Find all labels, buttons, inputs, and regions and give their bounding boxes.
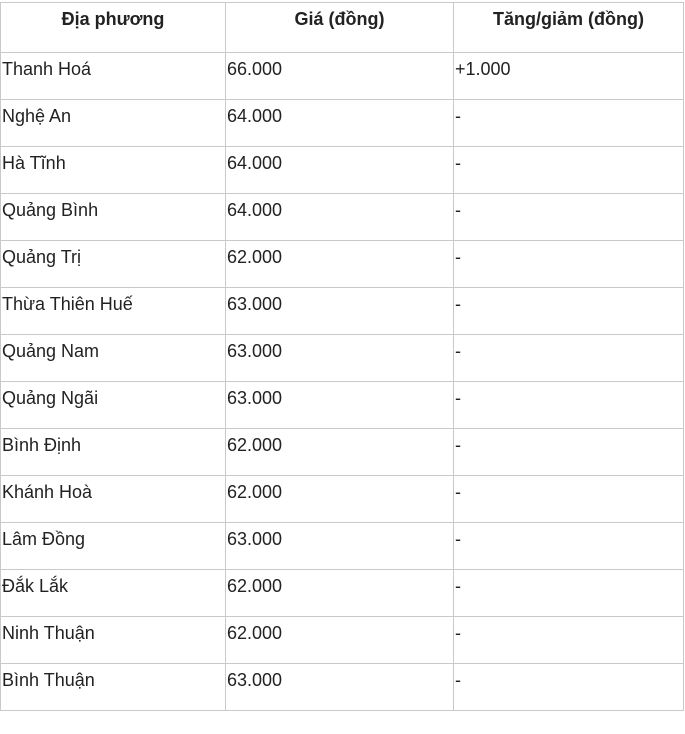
cell-price: 63.000 <box>226 523 454 570</box>
cell-change: - <box>454 335 684 382</box>
cell-locality: Quảng Bình <box>1 194 226 241</box>
cell-price: 66.000 <box>226 53 454 100</box>
cell-price: 62.000 <box>226 617 454 664</box>
cell-change: - <box>454 476 684 523</box>
cell-price: 63.000 <box>226 382 454 429</box>
cell-change: - <box>454 288 684 335</box>
cell-price: 62.000 <box>226 429 454 476</box>
cell-price: 64.000 <box>226 194 454 241</box>
table-row <box>1 617 684 664</box>
cell-change: +1.000 <box>454 53 684 100</box>
cell-change: - <box>454 194 684 241</box>
table-row <box>1 570 684 617</box>
cell-locality: Ninh Thuận <box>1 617 226 664</box>
cell-locality: Bình Định <box>1 429 226 476</box>
cell-locality: Quảng Nam <box>1 335 226 382</box>
table-row <box>1 429 684 476</box>
cell-locality: Quảng Ngãi <box>1 382 226 429</box>
table-row <box>1 288 684 335</box>
table-row <box>1 241 684 288</box>
cell-locality: Bình Thuận <box>1 664 226 711</box>
header-change: Tăng/giảm (đồng) <box>454 3 684 53</box>
cell-price: 62.000 <box>226 241 454 288</box>
cell-change: - <box>454 617 684 664</box>
cell-locality: Khánh Hoà <box>1 476 226 523</box>
cell-locality: Hà Tĩnh <box>1 147 226 194</box>
cell-locality: Lâm Đồng <box>1 523 226 570</box>
table-body <box>1 53 684 711</box>
cell-change: - <box>454 664 684 711</box>
cell-change: - <box>454 382 684 429</box>
cell-price: 62.000 <box>226 476 454 523</box>
cell-change: - <box>454 100 684 147</box>
table-row <box>1 53 684 100</box>
header-row <box>1 3 684 53</box>
cell-locality: Nghệ An <box>1 100 226 147</box>
table-row <box>1 147 684 194</box>
cell-price: 64.000 <box>226 100 454 147</box>
table-row <box>1 194 684 241</box>
cell-change: - <box>454 523 684 570</box>
cell-change: - <box>454 147 684 194</box>
cell-locality: Đắk Lắk <box>1 570 226 617</box>
cell-price: 63.000 <box>226 335 454 382</box>
table-row <box>1 382 684 429</box>
table-row <box>1 523 684 570</box>
cell-price: 63.000 <box>226 664 454 711</box>
cell-change: - <box>454 570 684 617</box>
table-row <box>1 100 684 147</box>
cell-price: 64.000 <box>226 147 454 194</box>
cell-change: - <box>454 429 684 476</box>
cell-price: 62.000 <box>226 570 454 617</box>
cell-locality: Thanh Hoá <box>1 53 226 100</box>
table-row <box>1 664 684 711</box>
price-table <box>0 2 684 711</box>
cell-price: 63.000 <box>226 288 454 335</box>
cell-change: - <box>454 241 684 288</box>
cell-locality: Thừa Thiên Huế <box>1 288 226 335</box>
table-row <box>1 476 684 523</box>
header-price: Giá (đồng) <box>226 3 454 53</box>
cell-locality: Quảng Trị <box>1 241 226 288</box>
table-header <box>1 3 684 53</box>
table-row <box>1 335 684 382</box>
header-locality: Địa phương <box>1 3 226 53</box>
